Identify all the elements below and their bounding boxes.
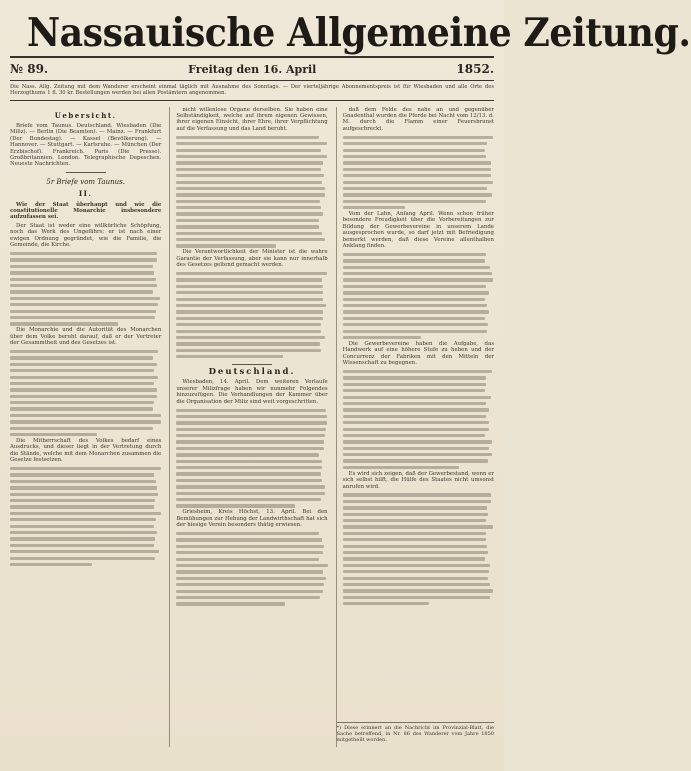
text-line	[10, 561, 161, 567]
issue-number: № 89.	[10, 62, 49, 76]
section-divider	[232, 364, 272, 365]
footnote: *) Diese erinnert an die Nachricht im Provinzial-Blatt, die Sache betreffend, in Nr. 86 des Wanderer vom Jahre 1850 mitgetheilt worden.	[337, 722, 494, 743]
article-paragraph: nicht willenlose Organe derselben. Sie haben eine Selbständigkeit, welche auf ihrem eigenen Gewissen, ihrer eigenen Einsicht, ihrer Ehre, ihrer Verpflichtung auf die Verfassung und das Land beruht.	[176, 106, 328, 132]
article-paragraph: Die Mitherrschaft des Volkes bedarf eines Ausdrucks, und dieser liegt in der Vertretung durch die Stände, welche mit dem Monarchen zusammen die Gesetze festsetzen.	[10, 437, 162, 464]
column-middle	[169, 107, 327, 747]
text-block	[343, 492, 494, 607]
article-paragraph: Vom der Lahn, Anfang April. Wenn schon früher besondere Freudigkeit über die Vorbereitungen zur Bildung der Gewerbevereine in unserem Lande ausgesprochen wurde, so darf jetzt mit Befriedigung bemerkt werden, daß diese Vereine allenthalben Anklang finden.	[342, 210, 494, 249]
article-paragraph: Die Verantwortlichkeit der Minister ist die wahre Garantie der Verfassung, aber sie kann nur innerhalb des Gesetzes geltend gemacht werden.	[176, 249, 328, 269]
text-block	[10, 466, 161, 568]
dateline-rule	[10, 80, 494, 81]
overview-heading: Uebersicht.	[54, 110, 117, 120]
text-block	[343, 134, 494, 211]
text-line	[176, 354, 327, 360]
article-paragraph: Es wird sich zeigen, daß der Gewerbestand, wenn er sich selbst hilft, die Hülfe des Staates nicht umsonst anrufen wird.	[342, 470, 494, 490]
taunus-heading: 5r Briefe vom Taunus.	[46, 177, 125, 186]
text-line	[343, 601, 494, 607]
issue-date: Freitag den 16. April	[188, 62, 317, 76]
column-right	[336, 107, 494, 747]
text-block	[10, 348, 161, 437]
columns	[10, 107, 494, 747]
column-left	[10, 107, 161, 747]
notice-rule	[10, 100, 494, 101]
article-paragraph: daß dem Felde des nahe an und gegenüber Gnadenthal wurden die Pferde bei Nacht vom 12/13. d. M. durch die Flamm einer Feuersbrunst aufgeschreckt.	[342, 106, 494, 132]
section-divider	[66, 172, 106, 173]
section-heading-deutschland: Deutschland.	[208, 366, 296, 377]
text-block	[343, 368, 494, 470]
subscription-notice: Die Nass. Allg. Zeitung mit dem Wanderer erscheint einmal täglich mit Ausnahme des Sonntags. — Der vierteljährige Abonnementspreis ist für Wiesbaden und alle Orte des Herzogthums 1 fl. 30 kr. Bestellungen werden bei allen Postämtern angenommen.	[10, 84, 494, 97]
issue-year: 1852.	[456, 62, 494, 76]
letter-lead: Wie der Staat überhaupt und wie die constitutionelle Monarchie insbesondere aufzufassen sei.	[10, 201, 162, 221]
text-block	[10, 251, 161, 328]
text-block	[176, 407, 327, 509]
text-block	[176, 270, 327, 359]
article-paragraph: Der Staat ist weder eine willkürliche Schöpfung, noch das Werk des Ungefährs; er ist nach einer ewigen Ordnung gegründet, wie die Familie, die Gemeinde, die Kirche.	[10, 222, 162, 249]
masthead-title: Nassauische Allgemeine Zeitung.	[26, 10, 691, 56]
masthead-rule	[10, 56, 494, 58]
dispatch-paragraph: Griesheim, Kreis Höchst, 13. April. Bei den Bemühungen zur Hebung der Landwirthschaft hat sich der hiesige Verein besonders thätig erwiesen.	[176, 509, 328, 529]
article-paragraph: Die Gewerbevereine haben die Aufgabe, das Handwerk auf eine höhere Stufe zu heben und der Concurrenz der Fabriken mit den Mitteln der Wissenschaft zu begegnen.	[342, 340, 494, 367]
article-paragraph: Die Monarchie und die Autorität des Monarchen über dem Volke beruht darauf, daß er der Vertreter der Gesammtheit und des Gesetzes ist.	[10, 327, 162, 346]
dateline	[10, 60, 494, 78]
text-block	[176, 530, 327, 607]
overview-text: Briefe vom Taunus. Deutschland. Wiesbaden (Die Miliz). — Berlin (Die Beamten). — Mainz. — Frankfurt (Der Bundestag). — Kassel (Bevölkerung). — Hannover. — Stuttgart. — Karlsruhe. — München (Der Erzbischof). Frankreich. Paris (Die Presse). Großbritannien. London. Telegraphische Depeschen. Neueste Nachrichten.	[10, 123, 162, 168]
text-block	[176, 134, 327, 249]
letter-number: II.	[78, 189, 93, 199]
dispatch-paragraph: Wiesbaden, 14. April. Dem weiteren Verlaufe unserer Milizfrage haben wir nunmehr Folgendes hinzuzufügen. Die Verhandlungen der Kammer über die Organisation der Miliz sind weit vorgeschritten.	[176, 379, 328, 405]
text-block	[343, 251, 494, 340]
text-line	[176, 601, 327, 607]
